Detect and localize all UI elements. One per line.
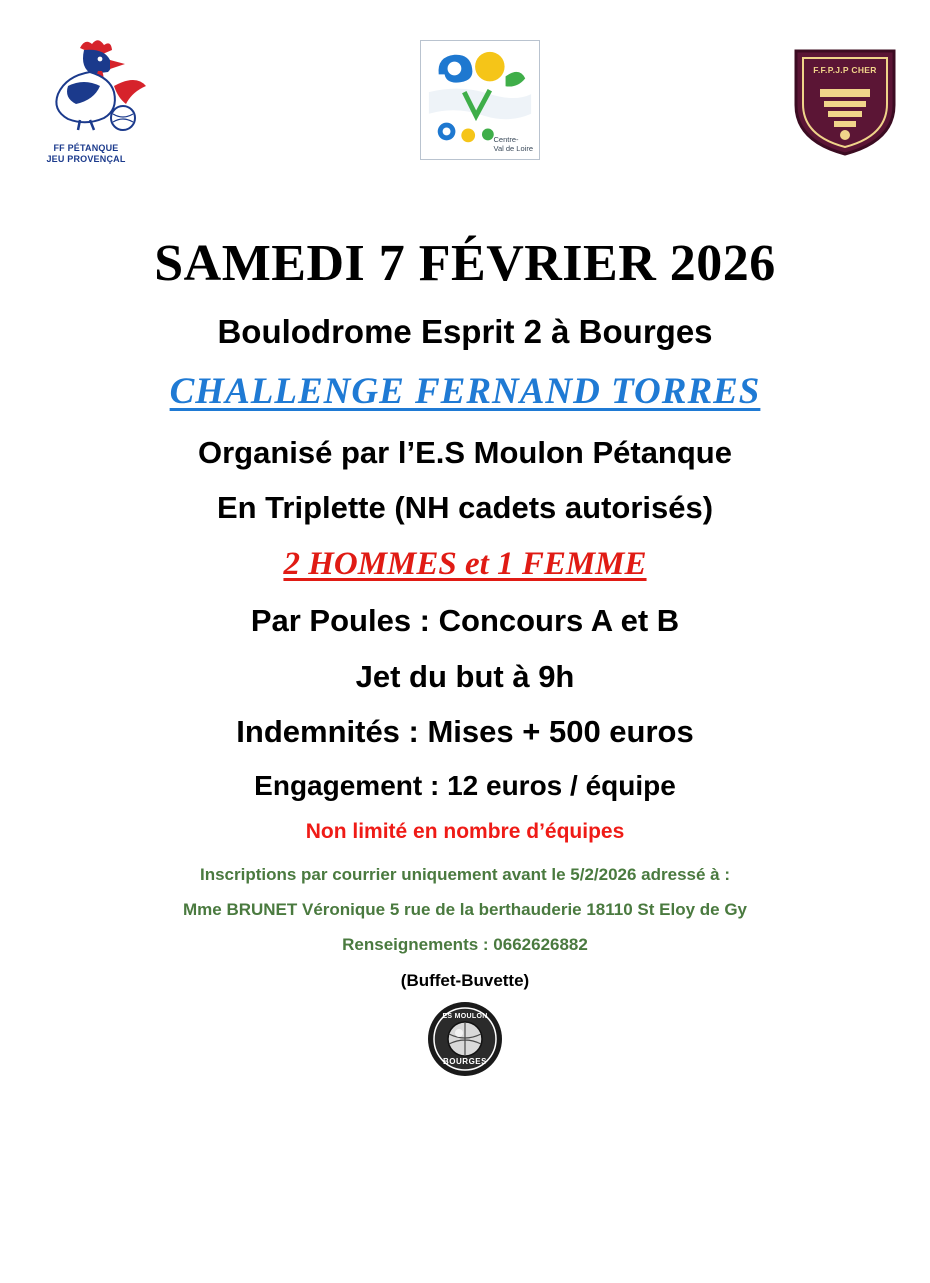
- ffpjp-caption-line1: FF PÉTANQUE: [53, 143, 119, 154]
- poster-indemnites: Indemnités : Mises + 500 euros: [236, 714, 694, 750]
- club-badge-bottom-text: BOURGES: [443, 1057, 487, 1067]
- poster-engagement-fee: Engagement : 12 euros / équipe: [254, 769, 676, 801]
- poster-poules: Par Poules : Concours A et B: [250, 603, 680, 639]
- ffpjp-logo-caption: [26, 143, 146, 164]
- poster-venue: Boulodrome Esprit 2 à Bourges: [217, 313, 713, 351]
- poster-inscriptions-line1: Inscriptions par courrier uniquement avant le 5/2/2026 adressé à :: [199, 864, 731, 884]
- poster-team-composition: 2 HOMMES et 1 FEMME: [283, 545, 647, 582]
- poster-inscriptions-address: Mme BRUNET Véronique 5 rue de la berthauderie 18110 St Eloy de Gy: [182, 899, 747, 919]
- poster-organizer: Organisé par l’E.S Moulon Pétanque: [198, 434, 732, 470]
- region-text-line2: Val de Loire: [493, 144, 533, 153]
- shield-icon: [790, 43, 900, 158]
- poster-non-limite-notice: Non limité en nombre d’équipes: [305, 819, 625, 843]
- poster-text-block: [0, 236, 930, 990]
- logo-row: [0, 0, 930, 200]
- shield-label: F.F.P.J.P CHER: [813, 64, 877, 75]
- poster-challenge-title: CHALLENGE FERNAND TORRES: [169, 370, 761, 412]
- ffpjp-caption-line2: JEU PROVENÇAL: [46, 153, 126, 164]
- poster-format: En Triplette (NH cadets autorisés): [216, 490, 714, 526]
- es-moulon-bourges-logo: [426, 1000, 504, 1078]
- region-text-line1: Centre-: [493, 135, 519, 144]
- ffpjp-cher-shield-logo: [790, 43, 900, 158]
- poster-start-time: Jet du but à 9h: [355, 658, 575, 694]
- poster-date: SAMEDI 7 FÉVRIER 2026: [154, 235, 776, 292]
- club-badge-icon: [426, 1000, 504, 1078]
- centre-val-de-loire-logo: [420, 40, 540, 160]
- region-logo-text: [494, 135, 533, 153]
- club-badge-top-text: ES MOULON: [442, 1013, 488, 1021]
- ffpjp-logo: [20, 30, 170, 170]
- poster-buffet-note: (Buffet-Buvette): [400, 970, 530, 990]
- rooster-icon: [28, 34, 158, 134]
- poster-contact-phone: Renseignements : 0662626882: [342, 935, 588, 955]
